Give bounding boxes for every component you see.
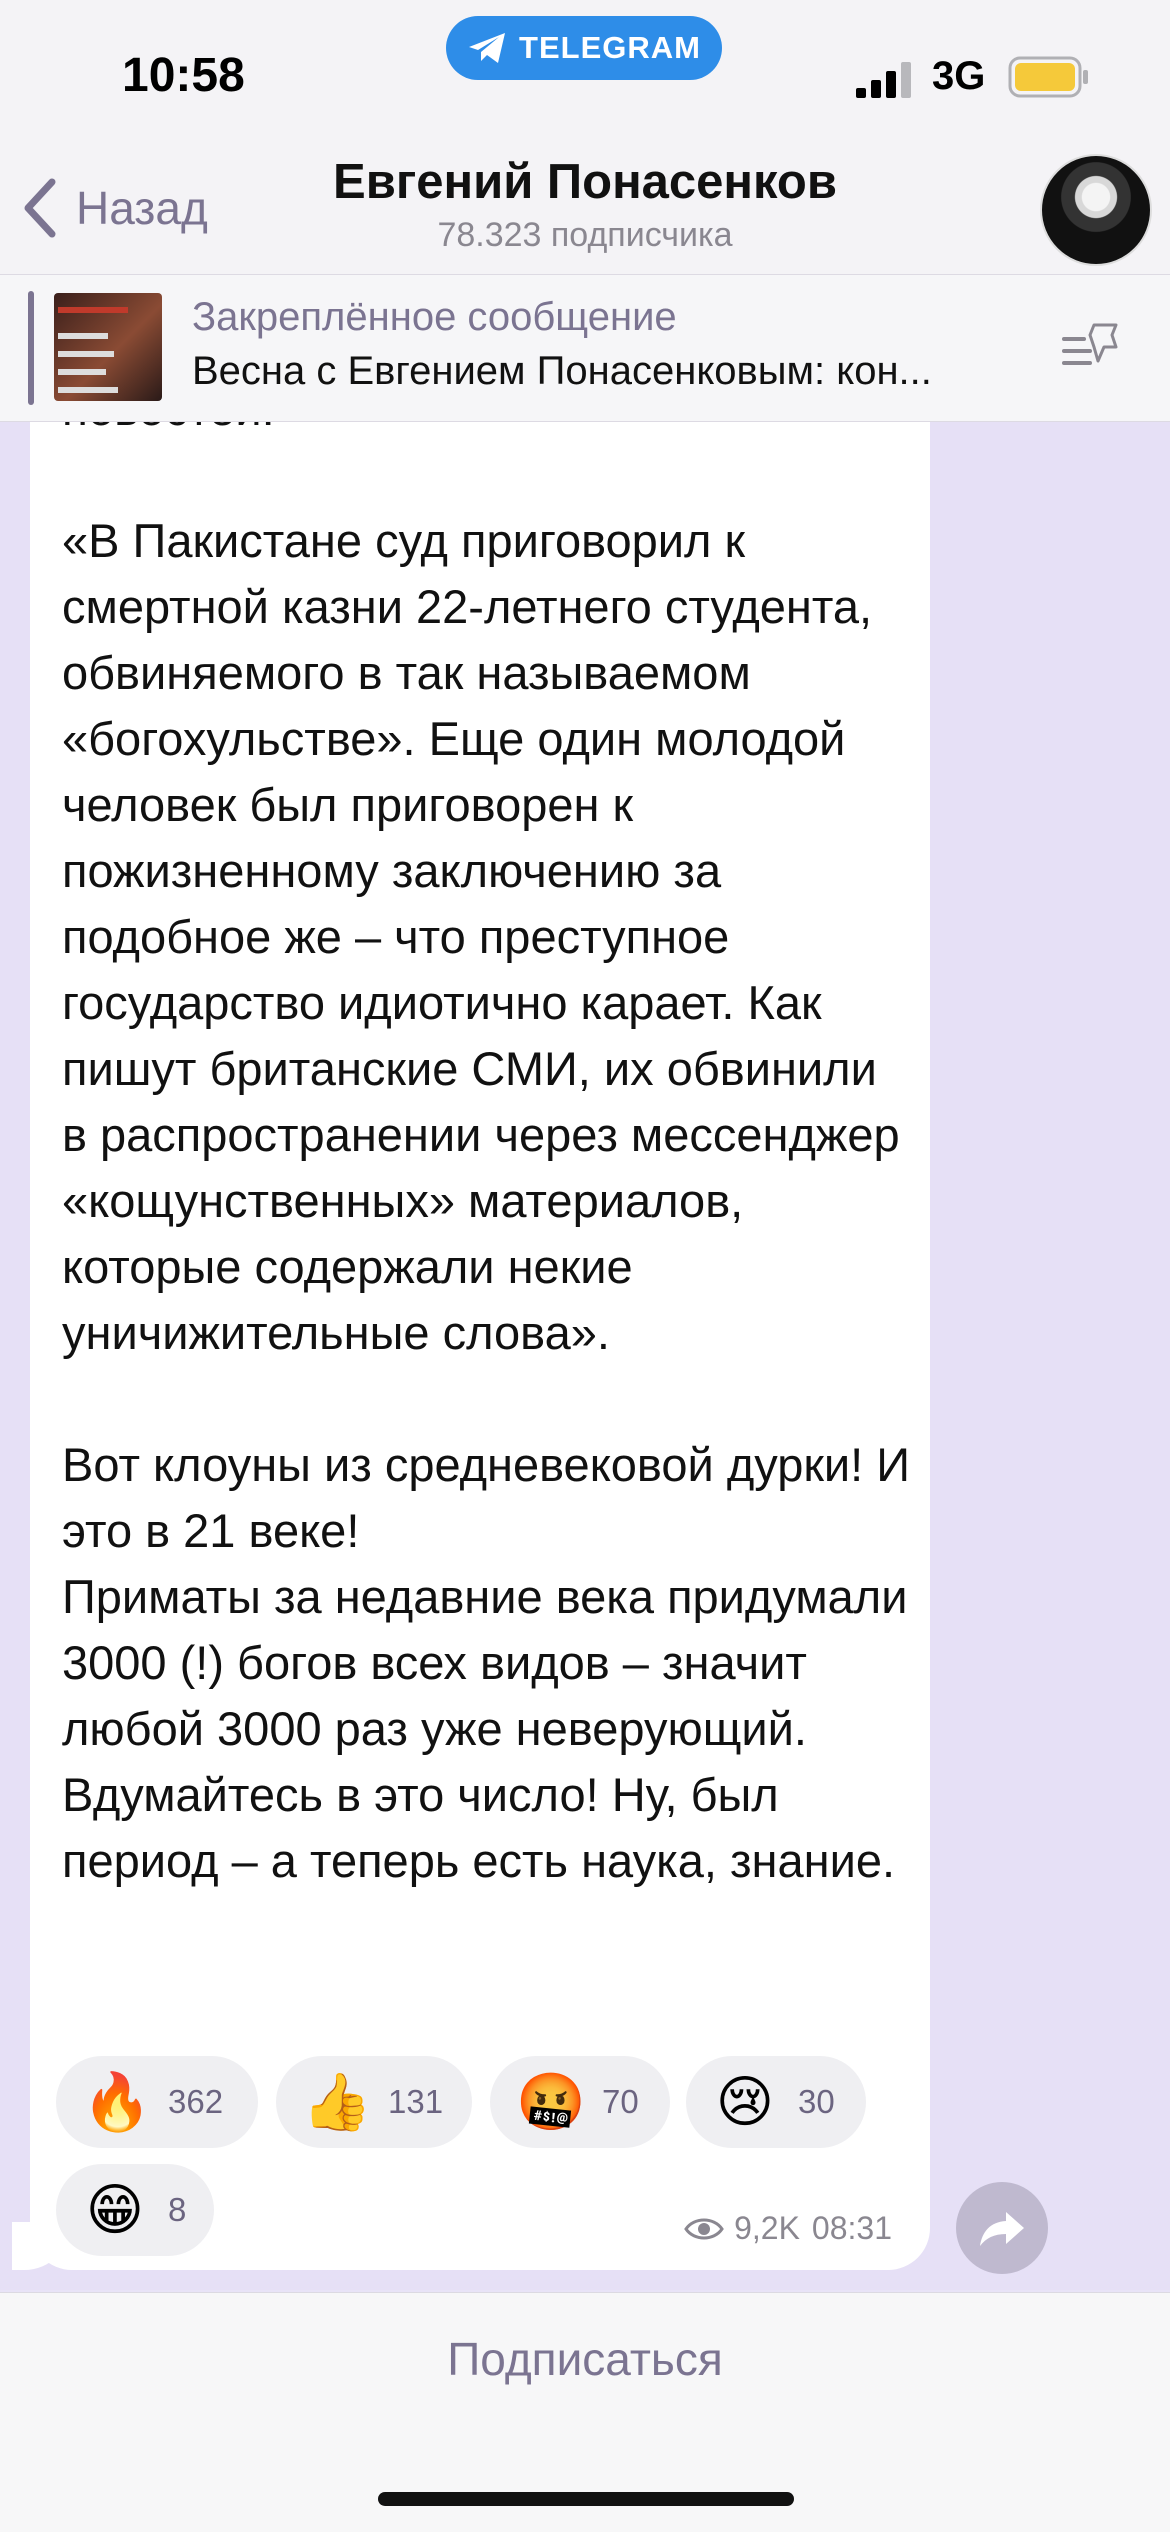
message-meta bbox=[684, 2210, 892, 2247]
telegram-plane-icon bbox=[467, 31, 507, 65]
back-label: Назад bbox=[76, 182, 208, 234]
reaction-crying[interactable] bbox=[686, 2056, 866, 2148]
cellular-signal-icon bbox=[856, 62, 914, 98]
subscribe-button[interactable]: Подписаться bbox=[447, 2333, 723, 2385]
pinned-list-icon[interactable] bbox=[1058, 317, 1122, 381]
reaction-count: 8 bbox=[168, 2191, 187, 2228]
network-type: 3G bbox=[932, 54, 986, 98]
thumbs-up-emoji: 👍 bbox=[302, 2070, 372, 2133]
paragraph-gap bbox=[62, 1366, 912, 1432]
reaction-count: 131 bbox=[388, 2083, 444, 2120]
pinned-message-bar[interactable] bbox=[0, 274, 1170, 422]
reaction-cursing[interactable] bbox=[490, 2056, 670, 2148]
views-eye-icon bbox=[684, 2216, 724, 2242]
message-text bbox=[62, 400, 912, 1894]
pinned-label: Закреплённое сообщение bbox=[192, 295, 677, 339]
telegram-pill-label: TELEGRAM bbox=[519, 30, 701, 65]
channel-title[interactable]: Евгений Понасенков bbox=[333, 155, 837, 209]
home-indicator[interactable] bbox=[378, 2492, 794, 2506]
message-paragraph: «В Пакистане суд приговорил к смертной казни 22-летнего студента, обвиняемого в так называемом «богохульстве». Еще один молодой человек был приговорен к пожизненному заключению за подобное же – что преступное государство идиотично карает. Как пишут британские СМИ, их обвинили в распространении через мессенджер «кощунственных» материалов, которые содержали некие уничижительные слова». bbox=[62, 514, 900, 1359]
reaction-count: 30 bbox=[798, 2083, 835, 2120]
reaction-thumbs-up[interactable] bbox=[276, 2056, 472, 2148]
reaction-count: 362 bbox=[168, 2083, 224, 2120]
message-paragraph: Приматы за недавние века придумали 3000 (!) богов всех видов – значит любой 3000 раз уже неверующий. Вдумайтесь в это число! Ну, был период – а теперь есть наука, знание. bbox=[62, 1570, 908, 1887]
fire-emoji: 🔥 bbox=[82, 2070, 152, 2133]
message-paragraph: Вот клоуны из средневековой дурки! И это в 21 веке! bbox=[62, 1438, 911, 1557]
share-arrow-icon bbox=[978, 2208, 1026, 2248]
status-time: 10:58 bbox=[122, 49, 245, 102]
grinning-face-emoji: 😁 bbox=[85, 2178, 145, 2241]
telegram-pill[interactable] bbox=[446, 16, 722, 80]
top-bar bbox=[0, 0, 1170, 422]
pinned-text: Весна с Евгением Понасенковым: кон... bbox=[192, 349, 932, 393]
share-button[interactable] bbox=[956, 2182, 1048, 2274]
pinned-indicator bbox=[28, 291, 34, 405]
subscriber-count: 78.323 подписчика bbox=[437, 216, 733, 254]
reaction-fire[interactable] bbox=[56, 2056, 258, 2148]
channel-avatar[interactable] bbox=[1040, 154, 1152, 266]
message-time: 08:31 bbox=[811, 2210, 892, 2246]
reaction-count: 70 bbox=[602, 2083, 639, 2120]
reaction-grinning[interactable] bbox=[56, 2164, 214, 2256]
pinned-thumbnail bbox=[54, 293, 162, 401]
crying-face-emoji: 😢 bbox=[715, 2070, 775, 2133]
cursing-face-emoji: 🤬 bbox=[516, 2070, 586, 2133]
battery-icon bbox=[1008, 56, 1090, 98]
paragraph-gap bbox=[62, 442, 912, 508]
views-count: 9,2K bbox=[734, 2210, 800, 2246]
